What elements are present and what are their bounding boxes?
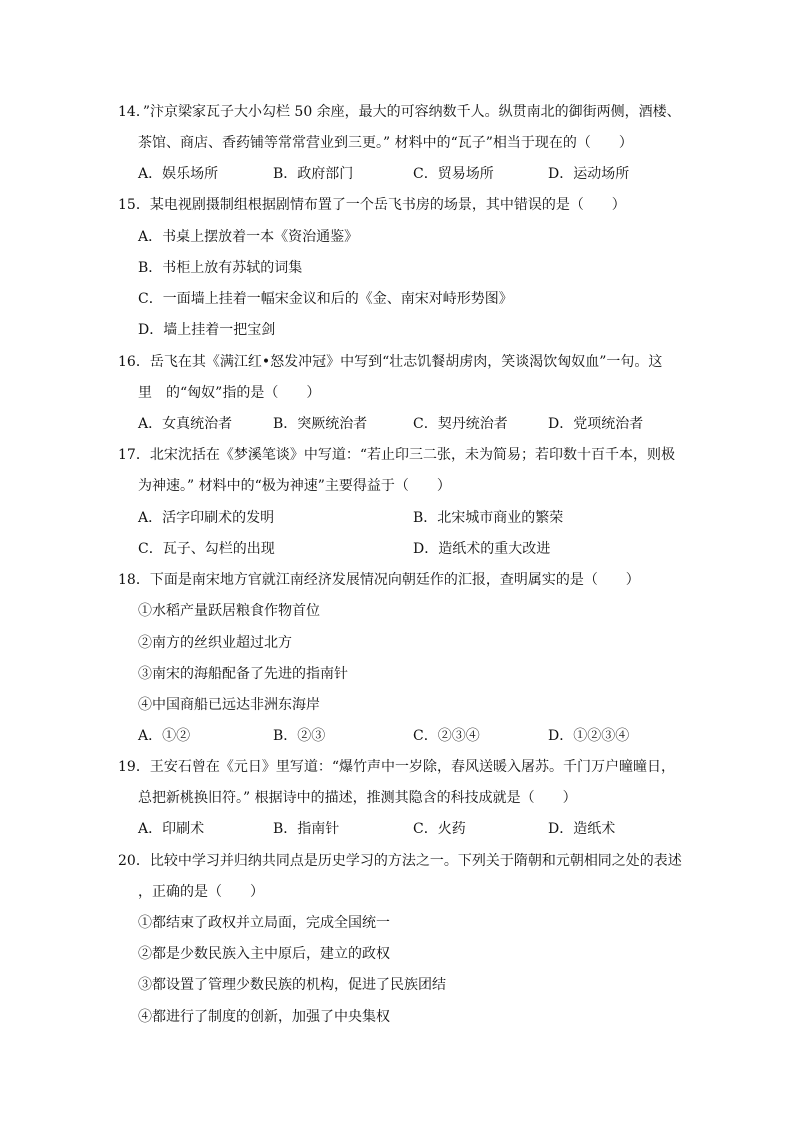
question-19-stem-line-2: 总把新桃换旧符。” 根据诗中的描述，推测其隐含的科技成就是（ ） [138, 790, 577, 806]
question-15-option-b: B．书柜上放有苏轼的词集 [138, 260, 303, 276]
question-20-statement-4: ④都进行了制度的创新，加强了中央集权 [138, 1009, 390, 1025]
question-18-statement-3: ③南宋的海船配备了先进的指南针 [138, 666, 348, 682]
question-16-stem-line-2: 里 的“匈奴”指的是（ ） [138, 385, 321, 401]
question-18-statement-2: ②南方的丝织业超过北方 [138, 635, 292, 651]
question-16-option-b: B．突厥统治者 [273, 416, 368, 432]
question-17-stem-line-1: 17．北宋沈括在《梦溪笔谈》中写道：“若止印三二张，未为简易；若印数十百千本，则极 [118, 447, 675, 463]
question-16-stem-line-1: 16．岳飞在其《满江红•怒发冲冠》中写到“壮志饥餐胡虏肉，笑谈渴饮匈奴血”一句。这 [118, 354, 663, 370]
question-16-option-d: D．党项统治者 [548, 416, 644, 432]
question-18-option-a: A．①② [138, 728, 191, 744]
question-14-option-b: B．政府部门 [273, 166, 354, 182]
question-20-statement-3: ③都设置了管理少数民族的机构，促进了民族团结 [138, 977, 446, 993]
question-17-stem-line-2: 为神速。” 材料中的“极为神速”主要得益于（ ） [138, 478, 451, 494]
question-18-statement-4: ④中国商船已远达非洲东海岸 [138, 697, 320, 713]
question-15-option-a: A．书桌上摆放着一本《资治通鉴》 [138, 229, 359, 245]
question-19-option-a: A．印刷术 [138, 821, 205, 837]
question-20-statement-2: ②都是少数民族入主中原后，建立的政权 [138, 946, 390, 962]
question-16-option-a: A．女真统治者 [138, 416, 233, 432]
question-19-option-d: D．造纸术 [548, 821, 616, 837]
question-15-stem-line-1: 15．某电视剧摄制组根据剧情布置了一个岳飞书房的场景，其中错误的是（ ） [118, 197, 626, 213]
question-15-option-c: C．一面墙上挂着一幅宋金议和后的《金、南宋对峙形势图》 [138, 291, 513, 307]
question-15-option-d: D．墙上挂着一把宝剑 [138, 322, 276, 338]
question-20-stem-line-2: ，正确的是（ ） [138, 884, 264, 900]
question-19-stem-line-1: 19．王安石曾在《元日》里写道：“爆竹声中一岁除，春风送暖入屠苏。千门万户曈曈日， [118, 759, 675, 775]
question-14-stem-line-1: 14．”汴京梁家瓦子大小勾栏 50 余座，最大的可容纳数千人。纵贯南北的御街两侧，酒楼、 [118, 104, 681, 120]
question-14-option-d: D．运动场所 [548, 166, 630, 182]
question-14-option-a: A．娱乐场所 [138, 166, 219, 182]
question-18-option-c: C．②③④ [413, 728, 480, 744]
question-20-statement-1: ①都结束了政权并立局面，完成全国统一 [138, 915, 390, 931]
question-20-stem-line-1: 20．比较中学习并归纳共同点是历史学习的方法之一。下列关于隋朝和元朝相同之处的表述 [118, 853, 682, 869]
question-18-option-d: D．①②③④ [548, 728, 630, 744]
question-18-stem-line-1: 18．下面是南宋地方官就江南经济发展情况向朝廷作的汇报，查明属实的是（ ） [118, 572, 640, 588]
question-18-statement-1: ①水稻产量跃居粮食作物首位 [138, 603, 320, 619]
question-19-option-c: C．火药 [413, 821, 466, 837]
question-17-option-c: C．瓦子、勾栏的出现 [138, 541, 275, 557]
question-17-option-d: D．造纸术的重大改进 [413, 541, 551, 557]
question-19-option-b: B．指南针 [273, 821, 340, 837]
question-16-option-c: C．契丹统治者 [413, 416, 508, 432]
question-17-option-a: A．活字印刷术的发明 [138, 510, 275, 526]
question-14-option-c: C．贸易场所 [413, 166, 494, 182]
question-14-stem-line-2: 茶馆、商店、香药铺等常常营业到三更。” 材料中的“瓦子”相当于现在的（ ） [138, 135, 633, 151]
question-17-option-b: B．北宋城市商业的繁荣 [413, 510, 564, 526]
question-18-option-b: B．②③ [273, 728, 326, 744]
